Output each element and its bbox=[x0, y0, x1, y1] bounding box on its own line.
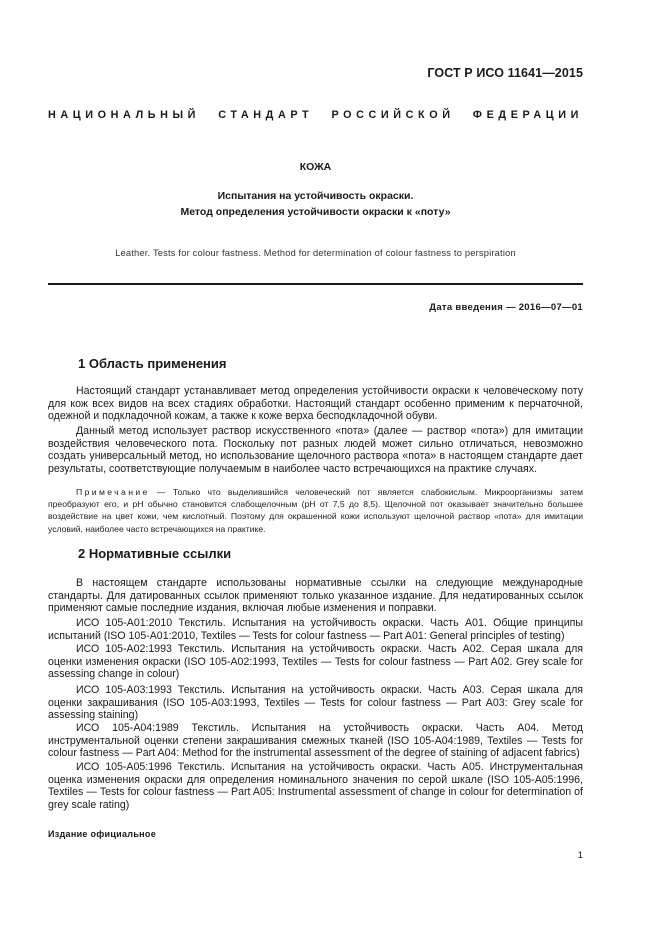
section-2-heading: 2 Нормативные ссылки bbox=[78, 546, 232, 561]
title-divider bbox=[48, 283, 583, 285]
normative-reference: ИСО 105-A04:1989 Текстиль. Испытания на устойчивость окраски. Часть A04. Метод инструментальной оценки степени закрашивания смежных тканей (ISO 105-A04:1989, Textiles — Tests for colour fastness — Part A04: Method for the instrumental assessment of the degree of staining of adjacent fabrics) bbox=[48, 722, 583, 760]
banner-word: РОССИЙСКОЙ bbox=[331, 109, 455, 121]
section-1-paragraph: Настоящий стандарт устанавливает метод определения устойчивости окраски к человеческому поту для кож всех видов на всех стадиях обработки. Настоящий стандарт особенно применим к перчаточной, одежной и подкладочной кожам, а также к коже верха бесподкладочной обуви. bbox=[48, 385, 583, 423]
normative-reference: ИСО 105-A03:1993 Текстиль. Испытания на устойчивость окраски. Часть A03. Серая шкала для оценки закрашивания (ISO 105-A03:1993, Textiles — Tests for colour fastness — Part A03: Grey scale for assessing staining) bbox=[48, 684, 583, 722]
section-1-heading: 1 Область применения bbox=[78, 356, 227, 371]
document-code: ГОСТ Р ИСО 11641—2015 bbox=[427, 66, 583, 80]
note-text: — Только что выделившийся человеческий пот является слабокислым. Микроорганизмы затем преобразуют его, и pH обычно становится слабощелочным (pH от 7,5 до 8,5). Щелочной пот оказывает значительно большее воздействие на цвет кожи, чем кислотный. Поэтому для окрашенной кожи используют щелочной раствор «пота» для имитации условий, наиболее часто встречающихся на практике. bbox=[48, 487, 583, 534]
banner-word: СТАНДАРТ bbox=[218, 109, 314, 121]
section-1-note bbox=[48, 486, 583, 535]
document-subtitle-line-1: Испытания на устойчивость окраски. bbox=[217, 190, 414, 202]
normative-reference: ИСО 105-A01:2010 Текстиль. Испытания на устойчивость окраски. Часть A01. Общие принципы испытаний (ISO 105-A01:2010, Textiles — Tests for colour fastness — Part A01: General principles of testing) bbox=[48, 617, 583, 642]
banner-word: ФЕДЕРАЦИИ bbox=[472, 109, 583, 121]
page-number: 1 bbox=[577, 850, 583, 861]
section-1-paragraph: Данный метод использует раствор искусственного «пота» (далее — раствор «пота») для имитации воздействия человеческого пота. Поскольку пот разных людей может сильно отличаться, невозможно создать универсальный метод, но использование щелочного раствора «пота» в настоящем стандарте дает результаты, соответствующие получаемым в наиболее часто встречающихся на практике случаях. bbox=[48, 425, 583, 475]
introduction-date: Дата введения — 2016—07—01 bbox=[429, 302, 583, 313]
normative-reference: ИСО 105-A02:1993 Текстиль. Испытания на устойчивость окраски. Часть A02. Серая шкала для оценки изменения окраски (ISO 105-A02:1993, Textiles — Tests for colour fastness — Part A02. Grey scale for assessing change in colour) bbox=[48, 643, 583, 681]
official-edition-label: Издание официальное bbox=[48, 829, 157, 839]
national-standard-banner bbox=[48, 109, 583, 121]
note-label: Примечание bbox=[76, 487, 150, 497]
document-title: КОЖА bbox=[299, 161, 332, 173]
document-subtitle-line-2: Метод определения устойчивости окраски к «поту» bbox=[180, 206, 451, 218]
english-title: Leather. Tests for colour fastness. Method for determination of colour fastness to perspiration bbox=[115, 248, 516, 258]
normative-reference: ИСО 105-A05:1996 Текстиль. Испытания на устойчивость окраски. Часть A05. Инструментальная оценка изменения окраски для определения номинального значения по серой шкале (ISO 105-A05:1996, Textiles — Tests for colour fastness — Part A05: Instrumental assessment of change in colour for determination of grey scale rating) bbox=[48, 761, 583, 811]
section-2-paragraph: В настоящем стандарте использованы нормативные ссылки на следующие международные стандарты. Для датированных ссылок применяют только указанное издание. Для недатированных ссылок применяют самые последние издания, включая любые изменения и поправки. bbox=[48, 577, 583, 615]
banner-word: НАЦИОНАЛЬНЫЙ bbox=[48, 109, 201, 121]
